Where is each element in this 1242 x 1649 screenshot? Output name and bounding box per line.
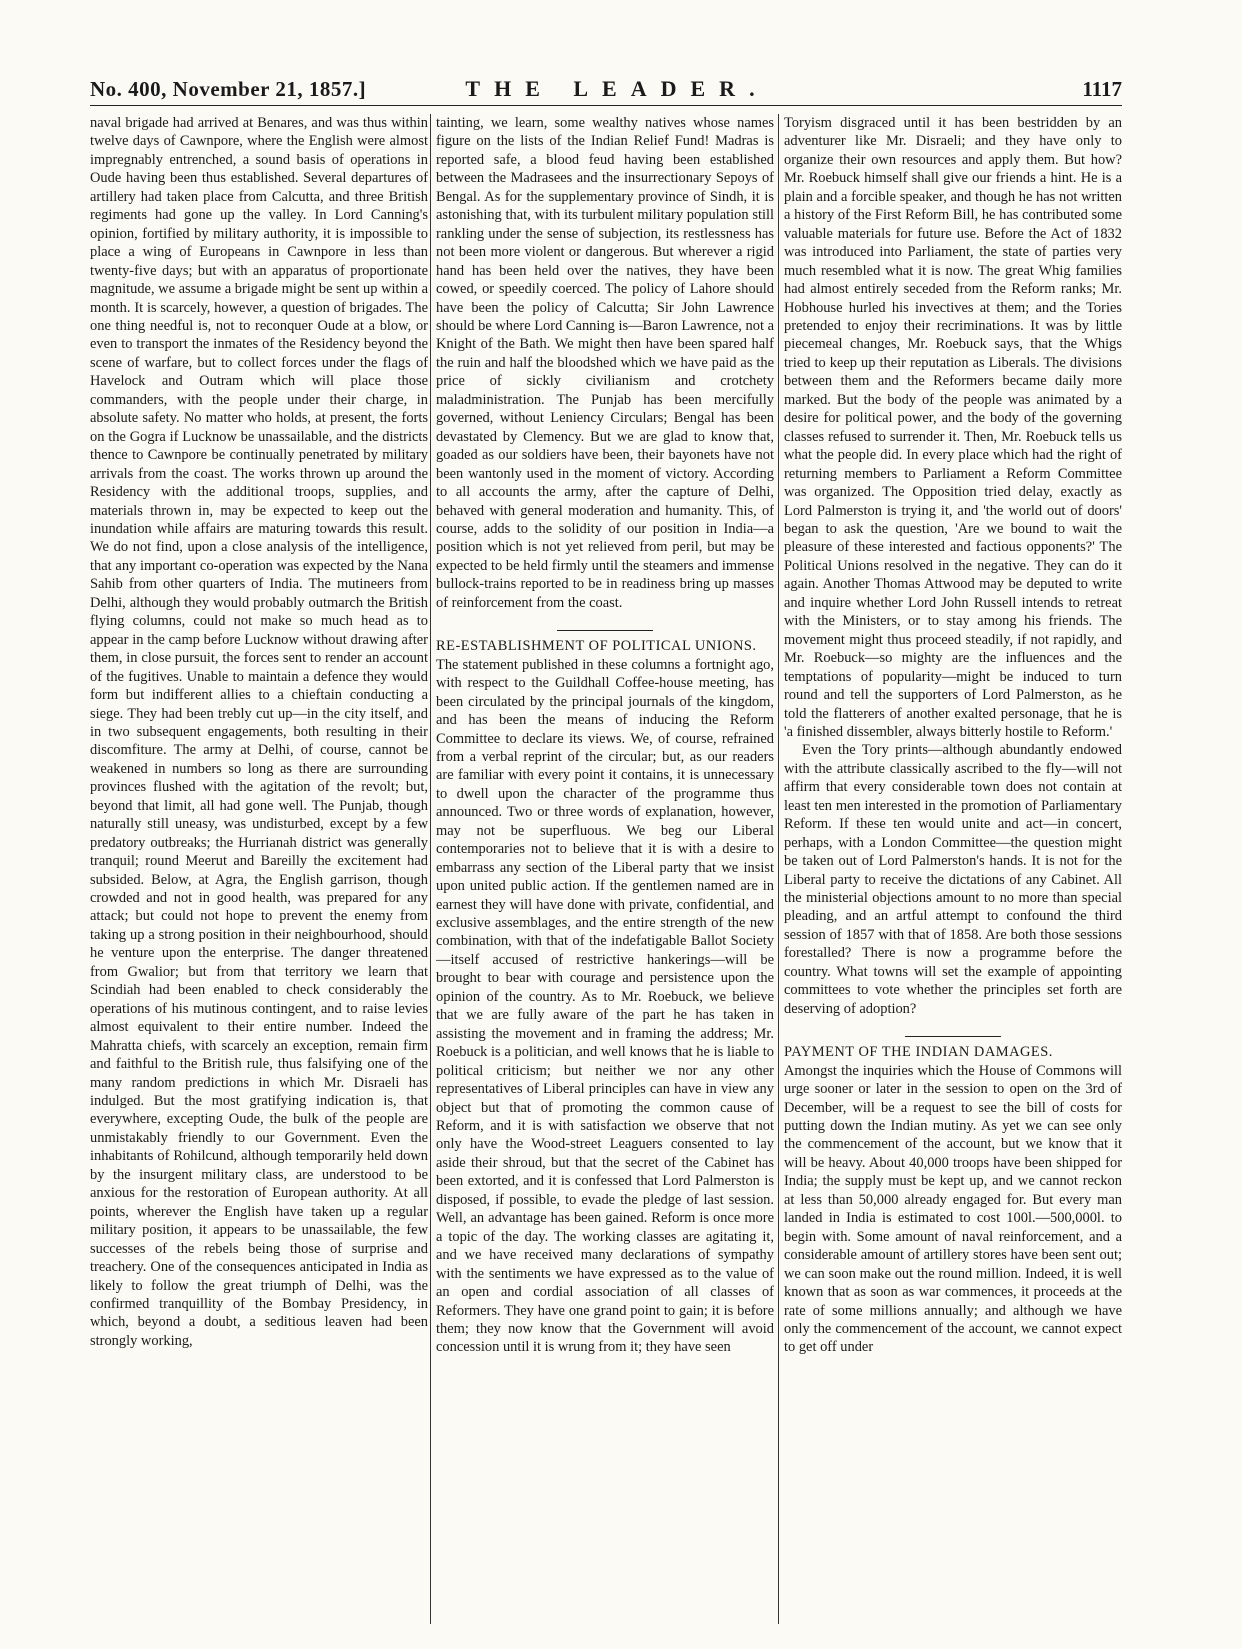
column-2 — [436, 114, 774, 1649]
column-divider — [778, 114, 779, 1624]
column-divider — [430, 114, 431, 1624]
column-3 — [784, 114, 1122, 1649]
column-1 — [90, 114, 428, 1649]
newspaper-title: THE LEADER. — [465, 76, 769, 101]
article-heading: RE-ESTABLISHMENT OF POLITICAL UNIONS. — [436, 638, 757, 655]
article-paragraph: naval brigade had arrived at Benares, and was thus within twelve days of Cawnpore, where the English were almost impregnably entrenched, a sound basis of operations in Oude having been thus established. Several departures of artillery had taken place from Calcutta, and three British regiments had gone up the valley. In Lord Canning's opinion, fortified by military authority, it is impossible to place a wing of Europeans in Cawnpore in less than twenty-five days; but with an apparatus of proportionate magnitude, we assume a brigade might be sent up within a month. It is scarcely, however, a question of brigades. The one thing needful is, not to reconquer Oude at a blow, or even to transport the inmates of the Residency beyond the scene of warfare, but to collect forces under the flags of Havelock and Outram which will place those commanders, with the people under their charge, in absolute safety. No matter who holds, at present, the forts on the Gogra if Lucknow be unassailable, and the districts thence to Cawnpore be continually penetrated by military arrivals from the coast. The works thrown up around the Residency with the additional troops, supplies, and materials thrown in, may be expected to keep out the inundation while affairs are maturing towards this result. We do not find, upon a close analysis of the intelligence, that any important co-operation was expected by the Nana Sahib from other quarters of India. The mutineers from Delhi, although they would probably outmarch the British flying columns, could not make so much head as to appear in the camp before Lucknow without drawing after them, in close pursuit, the forces sent to render an account of the fugitives. Unable to maintain a defence they would form but indifferent allies to a chieftain conducting a siege. They had been trebly cut up—in the city itself, and in two subsequent engagements, both resulting in their discomfiture. The army at Delhi, of course, cannot be weakened in numbers so long as there are surrounding provinces flushed with the agitation of the revolt; but, beyond that limit, all had gone well. The Punjab, though naturally still uneasy, was undisturbed, except by a few predatory outbreaks; the Hurrianah district was generally tranquil; round Meerut and Bareilly the excitement had subsided. Below, at Agra, the English garrison, though crowded and not in good health, was prepared for any attack; but could not hope to prevent the enemy from taking up a strong position in their neighbourhood, should he venture upon the enterprise. The danger threatened from Gwalior; but from that territory we learn that Scindiah had been enabled to check considerably the operations of his mutinous contingent, and to raise levies almost equivalent to their entire number. Indeed the Mahratta chiefs, with scarcely an exception, remain firm and faithful to the British rule, thus falsifying one of the many random predictions in which Mr. Disraeli has indulged. But the most gratifying indication is, that everywhere, excepting Oude, the bulk of the people are unmistakably friendly to our Government. Even the inhabitants of Rohilcund, although temporarily held down by the insurgent military class, are understood to be anxious for the restoration of European authority. At all points, wherever the English have taken up a regular military position, it appears to be unassailable, the few successes of the rebels being those of surprise and treachery. One of the consequences anticipated in India as likely to follow the great triumph of Delhi, was the confirmed tranquillity of the Bombay Presidency, in which, beyond a doubt, a seditious leaven had been strongly working, — [90, 115, 428, 1349]
page-number: 1117 — [1082, 77, 1122, 101]
article-paragraph: Toryism disgraced until it has been bestridden by an adventurer like Mr. Disraeli; and they have only to organize their own resources and apply them. But how? Mr. Roebuck himself shall give our friends a hint. He is a plain and a forcible speaker, and though he has not written a history of the First Reform Bill, he has contributed some valuable materials for future use. Before the Act of 1832 was introduced into Parliament, the state of parties very much resembled what it is now. The great Whig families had almost entirely seceded from the Reform ranks; Mr. Hobhouse hurled his invectives at them; and the Tories pretended to enjoy their recriminations. It was by little piecemeal changes, Mr. Roebuck says, that the Whigs tried to keep up their reputation as Liberals. The divisions between them and the Reformers became daily more marked. But the body of the people was animated by a desire for political power, and the body of the governing classes refused to surrender it. Then, Mr. Roebuck tells us what the people did. In every place which had the right of returning members to Parliament a Reform Committee was organized. The Opposition tried delay, exactly as Lord Palmerston is trying it, and 'the world out of doors' began to ask the question, 'Are we bound to wait the pleasure of these interested and factious opponents?' The Political Unions resolved in the negative. They can do it again. Another Thomas Attwood may be deputed to write and inquire whether Lord John Russell intends to retreat with the Ministers, or to stay among his friends. The movement might thus proceed steadily, if not rapidly, and Mr. Roebuck—so mighty are the influences and the temptations of popularity—might be induced to turn round and tell the supporters of Lord Palmerston, as he told the flatterers of another exalted personage, that he is 'a finished dissembler, always bitterly hostile to Reform.' — [784, 115, 1122, 740]
article-paragraph: The statement published in these columns a fortnight ago, with respect to the Guildhall Coffee-house meeting, has been circulated by the principal journals of the kingdom, and has been the means of inducing the Reform Committee to declare its views. We, of course, refrained from a verbal reprint of the circular; but, as our readers are familiar with every point it contains, it is unnecessary to dwell upon the character of the programme thus announced. Two or three words of explanation, however, may not be superfluous. We beg our Liberal contemporaries not to believe that it is with a desire to embarrass any section of the Liberal party that we insist upon united public action. If the gentlemen named are in earnest they will have done with private, confidential, and exclusive assemblages, and the entire strength of the new combination, with that of the indefatigable Ballot Society—itself accused of restrictive hankerings—will be brought to bear with courage and persistence upon the opinion of the country. As to Mr. Roebuck, we believe that we are fully aware of the part he has taken in assisting the movement and in framing the address; Mr. Roebuck is a politician, and well knows that he is liable to political criticism; but neither we nor any other representatives of Liberal principles can have in view any object but that of promoting the common cause of Reform, and it is with satisfaction we observe that not only have the Wood-street Leaguers consented to lay aside their shroud, but that the secret of the Cabinet has been extorted, and it is confessed that Lord Palmerston is disposed, if possible, to evade the pledge of last session. Well, an advantage has been gained. Reform is once more a topic of the day. The working classes are agitating it, and we have received many declarations of sympathy with the sentiments we have expressed as to the value of an open and cordial association of all classes of Reformers. They have one grand point to gain; it is before them; they now know that the Government will avoid concession until it is wrung from it; they have seen — [436, 656, 774, 1356]
article-paragraph: Amongst the inquiries which the House of Commons will urge sooner or later in the session to open on the 3rd of December, will be a request to see the bill of costs for putting down the Indian mutiny. As yet we can see only the commencement of the account, but we know that it will be heavy. About 40,000 troops have been shipped for India; the supply must be kept up, and we cannot reckon at less than 50,000 already engaged for. But every man landed in India is estimated to cost 100l.—500,000l. to begin with. Some amount of naval reinforcement, and a considerable amount of artillery stores have been sent out; we can soon make out the round million. Indeed, it is well known that as soon as war commences, it proceeds at the rate of some millions annually; and although we have only the commencement of the account, we cannot expect to get off under — [784, 1062, 1122, 1356]
article-paragraph: Even the Tory prints—although abundantly endowed with the attribute classically ascribed to the fly—will not affirm that every considerable town does not contain at least ten men interested in the promotion of Parliamentary Reform. If these ten would unite and act—in concert, perhaps, with a London Committee—the question might be taken out of Lord Palmerston's hands. It is not for the Liberal party to receive the dictations of any Cabinet. All the ministerial objections amount to no more than special pleading, and an artful attempt to confound the third session of 1857 with that of 1858. Are both those sessions forestalled? There is now a programme before the country. What towns will set the example of appointing committees to vote whether the principles set forth are deserving of adoption? — [784, 742, 1122, 1017]
masthead — [90, 75, 1122, 106]
section-divider — [557, 630, 653, 631]
article-paragraph: tainting, we learn, some wealthy natives whose names figure on the lists of the Indian Relief Fund! Madras is reported safe, a blood feud having been established between the Madrasees and the insurrectionary Sepoys of Bengal. As for the supplementary province of Sindh, it is astonishing that, with its turbulent military population still rankling under the sense of subjection, its restlessness has not been more violent or dangerous. But wherever a rigid hand has been held over the natives, they have been cowed, or speedily coerced. The policy of Lahore should have been the policy of Calcutta; Sir John Lawrence should be where Lord Canning is—Baron Lawrence, not a Knight of the Bath. We might then have been spared half the ruin and half the bloodshed which we have paid as the price of sickly civilianism and crotchety maladministration. The Punjab has been mercifully governed, without Leniency Circulars; Bengal has been devastated by Clemency. But we are glad to know that, goaded as our soldiers have been, their bayonets have not been wantonly used in the moment of victory. According to all accounts the army, after the capture of Delhi, behaved with general moderation and humanity. This, of course, adds to the solidity of our position in India—a position which is not yet relieved from peril, but may be expected to be held firmly until the steamers and immense bullock-trains reported to be in readiness bring up masses of reinforcement from the coast. — [436, 115, 774, 611]
issue-dateline: No. 400, November 21, 1857.] — [90, 77, 367, 101]
article-heading: PAYMENT OF THE INDIAN DAMAGES. — [784, 1044, 1053, 1061]
section-divider — [905, 1036, 1001, 1037]
